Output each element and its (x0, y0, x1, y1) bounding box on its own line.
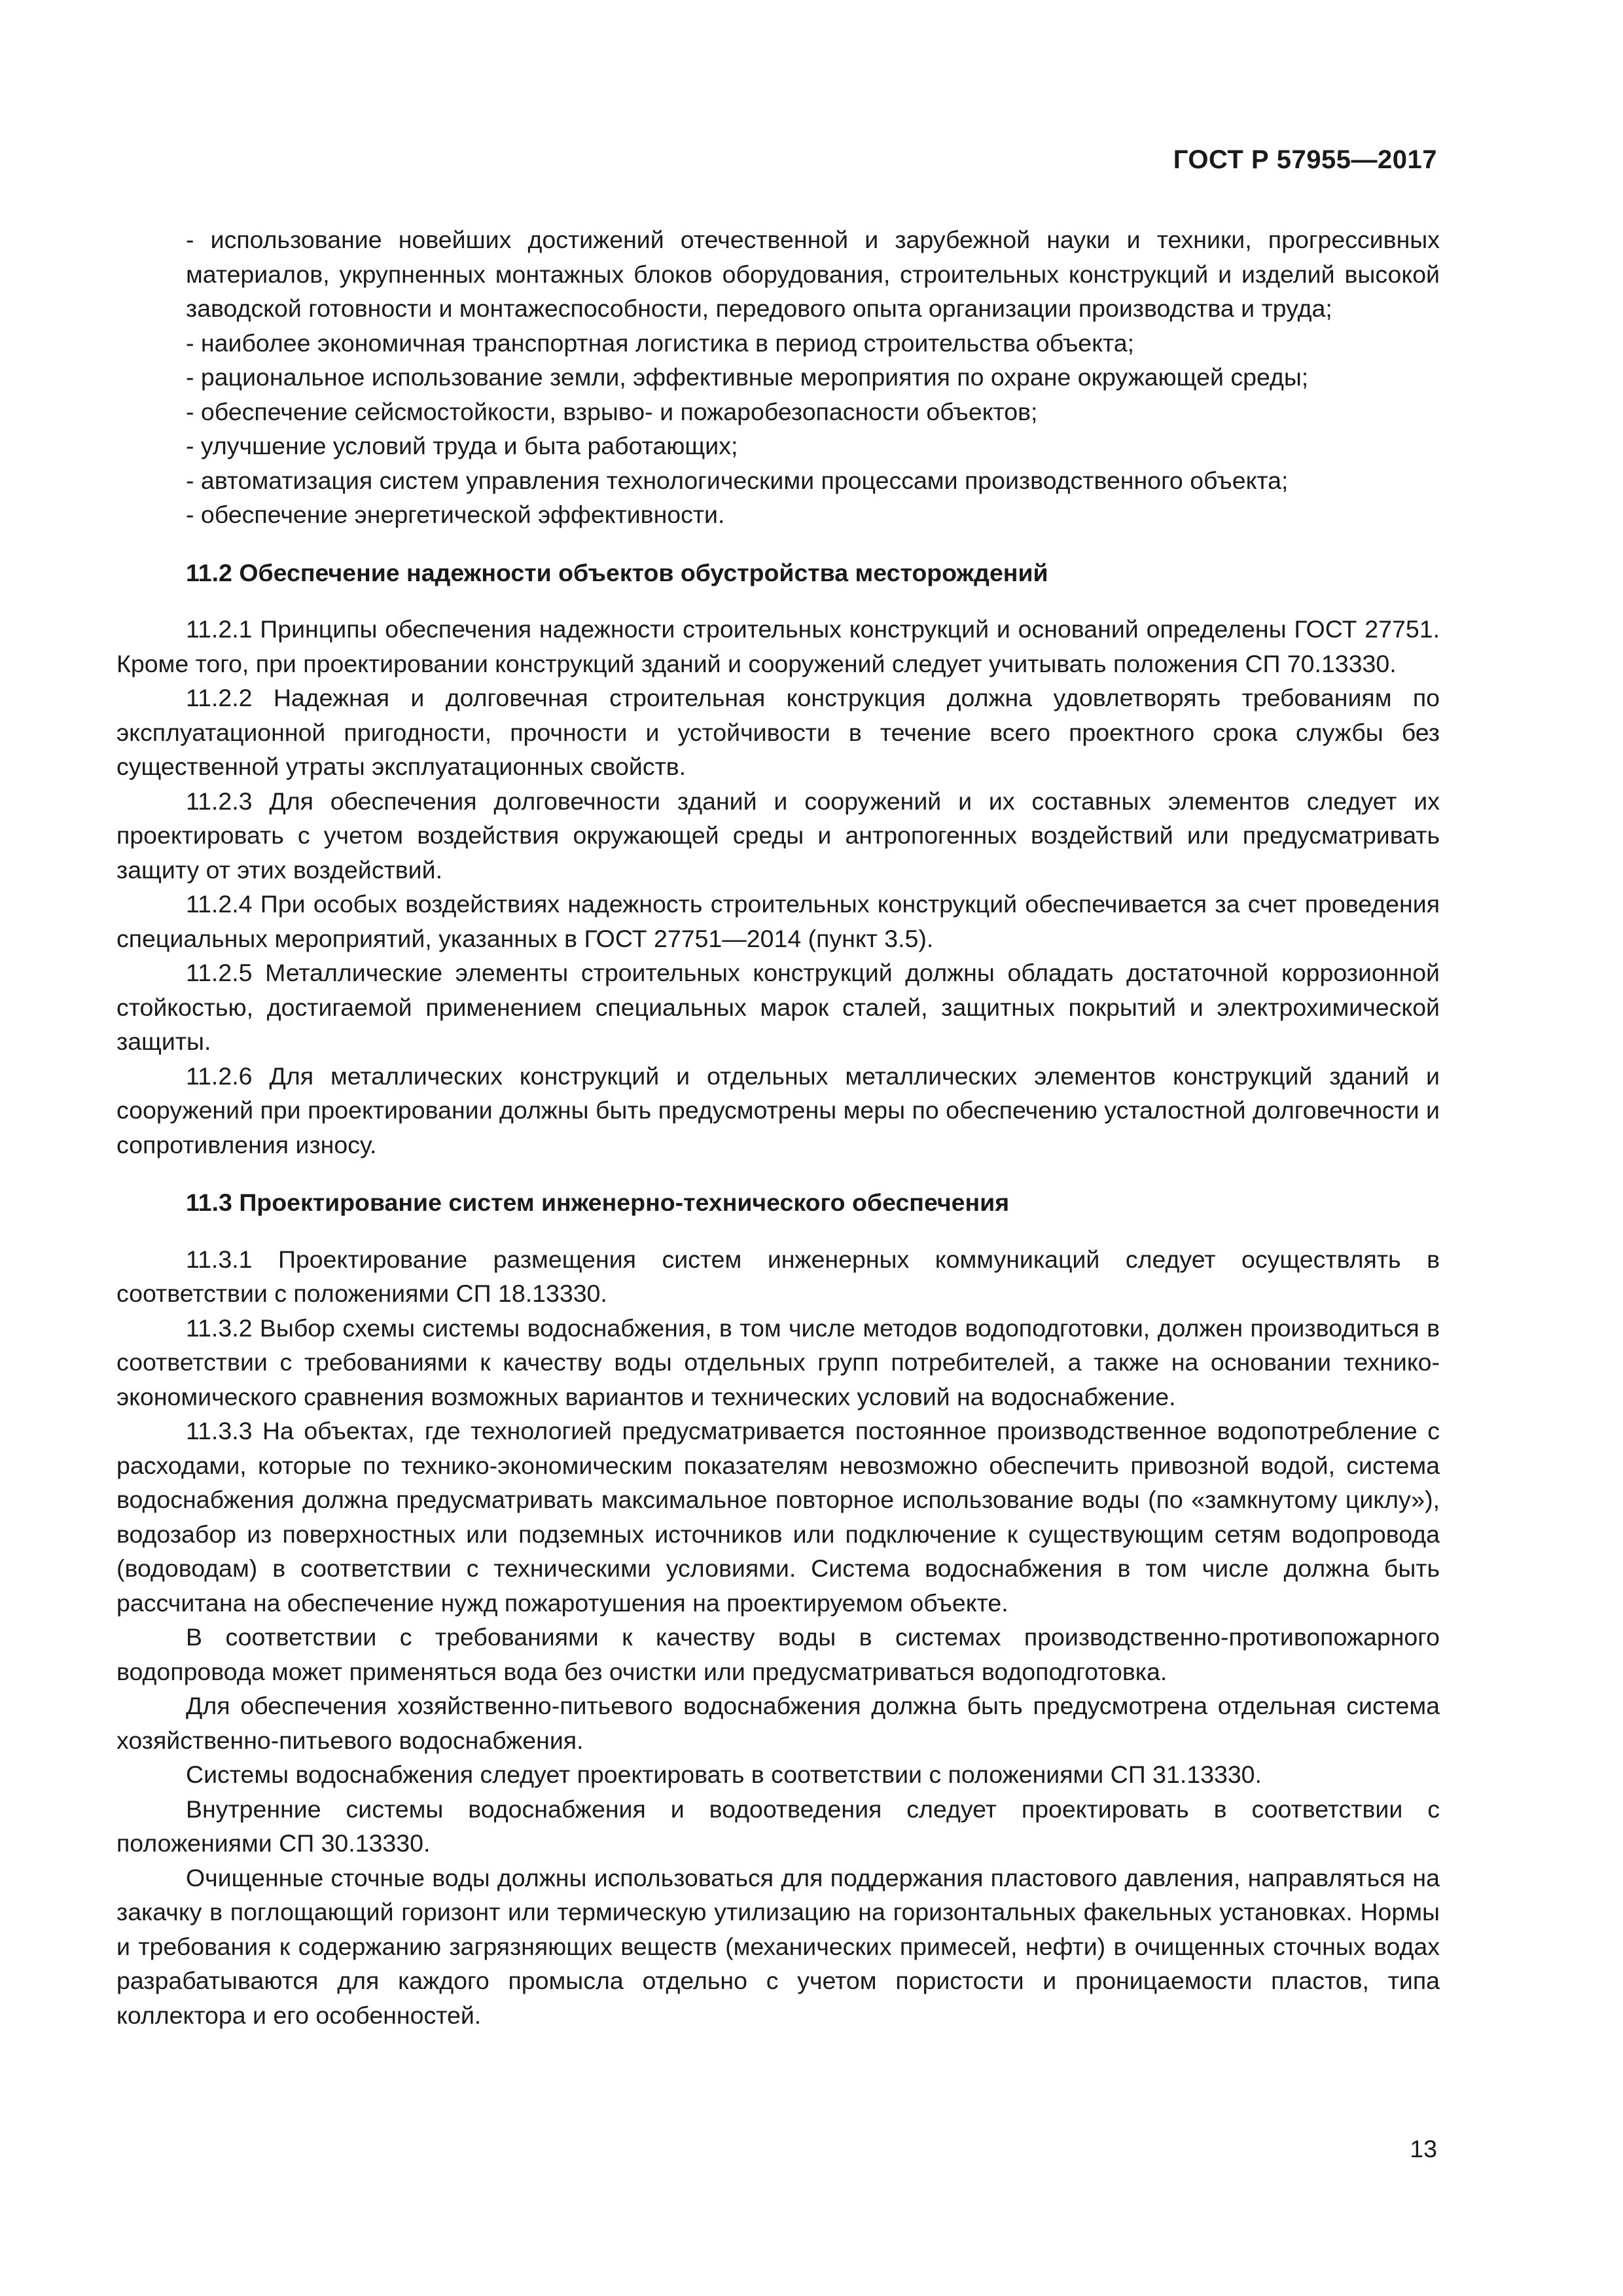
paragraph-treated-wastewater: Очищенные сточные воды должны использоваться для поддержания пластового давления, направляться на закачку в поглощающий горизонт или термическую утилизацию на горизонтальных факельных установках. Нормы и требования к содержанию загрязняющих веществ (механических примесей, нефти) в очищенных сточных водах разрабатываются для каждого промысла отдельно с учетом пористости и проницаемости пластов, типа коллектора и его особенностей. (116, 1863, 1440, 2029)
paragraph-drinking-water: Для обеспечения хозяйственно-питьевого водоснабжения должна быть предусмотрена отдельная система хозяйственно-питьевого водоснабжения. (116, 1692, 1440, 1754)
paragraph-11-3-1: 11.3.1 Проектирование размещения систем инженерных коммуникаций следует осуществлять в соответствии с положениями СП 18.13330. (116, 1245, 1440, 1307)
paragraph-water-quality: В соответствии с требованиями к качеству воды в системах производственно-противопожарного водопровода может применяться вода без очистки или предусматриваться водоподготовка. (116, 1623, 1440, 1685)
paragraph-11-3-2: 11.3.2 Выбор схемы системы водоснабжения, в том числе методов водоподготовки, должен производиться в соответствии с требованиями к качеству воды отдельных групп потребителей, а также на основании технико-экономического сравнения возможных вариантов и технических условий на водоснабжение. (116, 1314, 1440, 1410)
section-heading-11-2: 11.2 Обеспечение надежности объектов обустройства месторождений (186, 558, 1048, 586)
page-content (116, 223, 1440, 2032)
list-item: - обеспечение энергетической эффективности. (186, 501, 725, 528)
paragraph-11-2-2: 11.2.2 Надежная и долговечная строительная конструкция должна удовлетворять требованиям по эксплуатационной пригодности, прочности и устойчивости в течение всего проектного срока службы без существенной утраты эксплуатационных свойств. (116, 684, 1440, 780)
list-item: - улучшение условий труда и быта работающих; (186, 432, 738, 459)
paragraph-internal-systems: Внутренние системы водоснабжения и водоотведения следует проектировать в соответствии с положениями СП 30.13330. (116, 1795, 1440, 1857)
list-item: - обеспечение сейсмостойкости, взрыво- и пожаробезопасности объектов; (186, 397, 1038, 425)
page-number: 13 (1410, 2135, 1437, 2162)
section-heading-11-3: 11.3 Проектирование систем инженерно-технического обеспечения (186, 1189, 1010, 1216)
list-item: - использование новейших достижений отечественной и зарубежной науки и техники, прогрессивных материалов, укрупненных монтажных блоков оборудования, строительных конструкций и изделий высокой заводской готовности и монтажеспособности, передового опыта организации производства и труда; (186, 226, 1440, 322)
section-11-2-body (116, 612, 1440, 1162)
list-item: - автоматизация систем управления технологическими процессами производственного объекта; (186, 466, 1289, 494)
paragraph-11-2-4: 11.2.4 При особых воздействиях надежность строительных конструкций обеспечивается за счет проведения специальных мероприятий, указанных в ГОСТ 27751—2014 (пункт 3.5). (116, 890, 1440, 952)
list-item: - рациональное использование земли, эффективные мероприятия по охране окружающей среды; (186, 363, 1309, 391)
section-11-3-body (116, 1242, 1440, 2033)
paragraph-water-supply-systems: Системы водоснабжения следует проектировать в соответствии с положениями СП 31.13330. (186, 1761, 1262, 1788)
list-item: - наиболее экономичная транспортная логистика в период строительства объекта; (186, 329, 1134, 357)
paragraph-11-2-5: 11.2.5 Металлические элементы строительных конструкций должны обладать достаточной коррозионной стойкостью, достигаемой применением специальных марок сталей, защитных покрытий и электрохимической защиты. (116, 959, 1440, 1055)
document-code: ГОСТ Р 57955—2017 (1173, 145, 1437, 174)
requirements-list (116, 223, 1440, 532)
paragraph-11-2-3: 11.2.3 Для обеспечения долговечности зданий и сооружений и их составных элементов следует их проектировать с учетом воздействия окружающей среды и антропогенных воздействий или предусматривать защиту от этих воздействий. (116, 787, 1440, 884)
paragraph-11-3-3: 11.3.3 На объектах, где технологией предусматривается постоянное производственное водопотребление с расходами, которые по технико-экономическим показателям невозможно обеспечить привозной водой, система водоснабжения должна предусматривать максимальное повторное использование воды (по «замкнутому циклу»), водозабор из поверхностных или подземных источников или подключение к существующим сетям водопровода (водоводам) в соответствии с техническими условиями. Система водоснабжения в том числе должна быть рассчитана на обеспечение нужд пожаротушения на проектируемом объекте. (116, 1417, 1440, 1617)
paragraph-11-2-6: 11.2.6 Для металлических конструкций и отдельных металлических элементов конструкций зданий и сооружений при проектировании должны быть предусмотрены меры по обеспечению усталостной долговечности и сопротивления износу. (116, 1062, 1440, 1158)
paragraph-11-2-1: 11.2.1 Принципы обеспечения надежности строительных конструкций и оснований определены ГОСТ 27751. Кроме того, при проектировании конструкций зданий и сооружений следует учитывать положения СП 70.13330. (116, 615, 1440, 677)
